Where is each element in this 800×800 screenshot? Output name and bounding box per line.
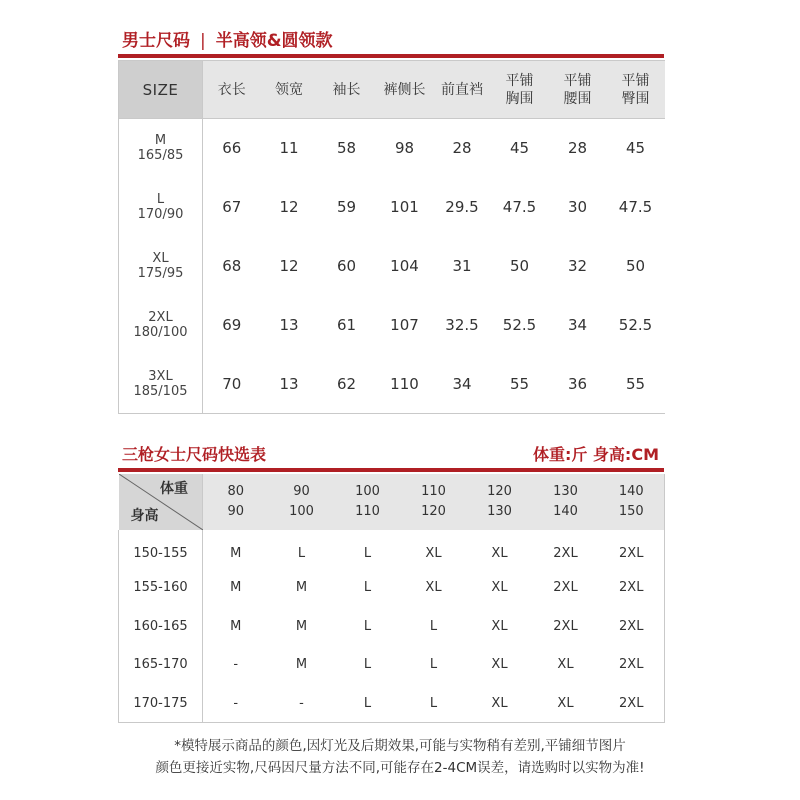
recommended-size-cell: L (363, 657, 372, 673)
size-label-cell (119, 355, 203, 414)
size-table (118, 60, 665, 414)
size-spec: 175/95 (137, 266, 184, 281)
measure-cell: 50 (625, 257, 646, 275)
recommended-size-cell: L (363, 545, 372, 561)
weight-max: 110 (355, 504, 380, 519)
measure-cell: 59 (336, 198, 357, 216)
height-row (119, 684, 665, 723)
measure-cell: 12 (279, 257, 299, 275)
recommended-size-cell: XL (491, 580, 508, 596)
size-code: M (154, 133, 167, 149)
size-table-body (119, 119, 665, 414)
measure-cell: 47.5 (502, 198, 537, 216)
recommended-size-cell: 2XL (599, 646, 665, 685)
recommended-size-cell: L (401, 684, 467, 723)
weight-range-header (203, 474, 269, 530)
recommended-size-cell: 2XL (599, 607, 665, 646)
recommended-size-cell: L (297, 545, 306, 561)
size-code: L (156, 192, 165, 207)
measure-cell: 13 (279, 316, 299, 334)
recommended-size-cell: XL (491, 545, 508, 561)
measure-cell: 47.5 (618, 198, 653, 216)
measure-cell: 29.5 (445, 198, 479, 216)
recommended-size-cell: XL (557, 657, 574, 673)
recommended-size-cell: XL (425, 580, 442, 596)
weight-max: 130 (487, 504, 512, 519)
recommended-size-cell: L (429, 657, 438, 673)
measure-header-cell: 平铺 臀围 (607, 61, 665, 119)
size-row (119, 296, 665, 355)
size-code: 3XL (148, 368, 173, 384)
measure-header-cell: 裤侧长 (376, 61, 434, 119)
measure-cell: 28 (452, 139, 472, 158)
size-spec: 165/85 (137, 148, 184, 164)
quick-table (118, 474, 665, 723)
weight-min: 120 (487, 484, 512, 499)
recommended-size-cell: XL (533, 684, 599, 723)
recommended-size-cell: - (269, 684, 335, 723)
recommended-size-cell: M (230, 545, 242, 561)
measure-cell: 110 (376, 355, 434, 414)
corner-cell (119, 474, 203, 530)
weight-min: 110 (421, 484, 446, 499)
recommended-size-cell: 2XL (599, 684, 665, 723)
measure-cell: 32.5 (445, 316, 479, 334)
size-header-cell: SIZE (119, 61, 203, 119)
measure-cell: 67 (222, 198, 242, 216)
measure-cell: 52.5 (618, 316, 653, 334)
recommended-size-cell: M (230, 618, 242, 634)
measure-cell: 60 (336, 257, 357, 275)
measure-cell: 52.5 (502, 316, 537, 334)
size-label-cell (119, 296, 203, 355)
weight-range-header (599, 474, 665, 530)
measure-header-cell: 领宽 (261, 61, 318, 119)
measure-cell: 58 (336, 139, 357, 158)
quick-chart-title: 三枪女士尺码快选表 (122, 445, 267, 464)
height-range-cell: 150-155 (119, 530, 203, 569)
measure-cell: 12 (279, 198, 299, 216)
measure-cell: 104 (390, 257, 419, 275)
weight-min: 80 (227, 484, 245, 499)
note-line-1: *模特展示商品的颜色,因灯光及后期效果,可能与实物稍有差别,平铺细节图片 (174, 738, 626, 754)
size-row (119, 355, 665, 414)
measure-cell: 45 (625, 139, 646, 158)
note-line-2: 颜色更接近实物,尺码因尺量方法不同,可能存在2-4CM误差，请选购时以实物为准! (155, 760, 645, 776)
size-table-header (119, 61, 665, 119)
recommended-size-cell: 2XL (599, 569, 665, 608)
measure-cell: 66 (222, 139, 242, 158)
weight-max: 150 (618, 504, 644, 519)
measure-cell: 68 (222, 257, 242, 275)
recommended-size-cell: M (295, 618, 308, 634)
recommended-size-cell: XL (425, 545, 442, 561)
size-row (119, 178, 665, 237)
weight-max: 140 (553, 504, 578, 519)
measure-header-cell: 平铺 胸围 (491, 61, 549, 119)
measure-cell: 107 (390, 316, 419, 334)
weight-range-header (335, 474, 401, 530)
recommended-size-cell: M (295, 580, 308, 596)
size-label-cell (119, 237, 203, 296)
measure-header-cell: 袖长 (318, 61, 376, 119)
size-spec: 170/90 (137, 207, 184, 222)
recommended-size-cell: M (230, 580, 242, 596)
size-spec: 180/100 (133, 325, 188, 340)
recommended-size-cell: 2XL (553, 618, 578, 634)
measure-header-cell: 前直裆 (434, 61, 491, 119)
size-chart-subtitle: 半高领&圆领款 (215, 31, 333, 51)
height-row (119, 607, 665, 646)
recommended-size-cell: XL (491, 618, 508, 634)
recommended-size-cell: XL (491, 657, 508, 673)
recommended-size-cell: 2XL (553, 580, 578, 596)
weight-range-header (467, 474, 533, 530)
quick-chart-divider (118, 468, 664, 472)
measure-cell: 36 (549, 355, 607, 414)
recommended-size-cell: 2XL (553, 545, 578, 561)
measure-cell: 45 (509, 139, 530, 158)
height-range-cell: 155-160 (119, 569, 203, 608)
measure-header-cell: 衣长 (203, 61, 261, 119)
measure-cell: 13 (261, 355, 318, 414)
recommended-size-cell: - (233, 657, 239, 673)
size-chart-title-text: 男士尺码 (122, 31, 190, 51)
measure-cell: 31 (452, 257, 472, 275)
weight-min: 90 (293, 484, 310, 499)
size-spec: 185/105 (133, 383, 188, 399)
measure-cell: 101 (390, 198, 419, 216)
height-row (119, 646, 665, 685)
size-code: 2XL (148, 310, 173, 325)
recommended-size-cell: L (363, 580, 372, 596)
quick-table-body (119, 530, 665, 723)
title-separator: | (200, 31, 206, 51)
size-code: XL (152, 251, 169, 266)
measure-cell: 55 (607, 355, 665, 414)
size-chart-title (122, 26, 333, 51)
quick-chart-units: 体重:斤 身高:CM (532, 445, 659, 464)
corner-weight-label: 体重 (160, 481, 188, 497)
recommended-size-cell: L (363, 618, 372, 634)
weight-max: 120 (421, 504, 446, 519)
measure-cell: 55 (491, 355, 549, 414)
measure-cell: 28 (567, 139, 588, 158)
recommended-size-cell: L (335, 684, 401, 723)
weight-min: 140 (618, 484, 644, 499)
measure-cell: 50 (509, 257, 530, 275)
quick-table-header (119, 474, 665, 530)
weight-range-header (533, 474, 599, 530)
weight-max: 100 (289, 504, 314, 519)
recommended-size-cell: L (429, 618, 438, 634)
height-range-cell: 170-175 (119, 684, 203, 723)
size-chart-divider (118, 54, 664, 58)
recommended-size-cell: M (295, 657, 308, 673)
measure-cell: 69 (222, 316, 242, 334)
measure-cell: 34 (434, 355, 491, 414)
size-label-cell (119, 119, 203, 178)
weight-min: 100 (355, 484, 380, 499)
measure-cell: 34 (567, 316, 588, 334)
measure-cell: 11 (279, 139, 299, 158)
measure-header-cell: 平铺 腰围 (549, 61, 607, 119)
measure-cell: 98 (394, 139, 415, 158)
height-range-cell: 165-170 (119, 646, 203, 685)
size-row (119, 119, 665, 178)
measure-cell: 30 (567, 198, 588, 216)
size-label-cell (119, 178, 203, 237)
height-row (119, 569, 665, 608)
weight-range-header (401, 474, 467, 530)
measure-cell: 32 (567, 257, 588, 275)
weight-min: 130 (553, 484, 578, 499)
measure-cell: 62 (318, 355, 376, 414)
measure-cell: 70 (203, 355, 261, 414)
recommended-size-cell: 2XL (599, 530, 665, 569)
height-range-cell: 160-165 (119, 607, 203, 646)
weight-max: 90 (227, 504, 245, 519)
recommended-size-cell: XL (467, 684, 533, 723)
size-row (119, 237, 665, 296)
weight-range-header (269, 474, 335, 530)
corner-height-label: 身高 (130, 508, 159, 524)
measure-cell: 61 (336, 316, 357, 334)
recommended-size-cell: - (203, 684, 269, 723)
height-row (119, 530, 665, 569)
